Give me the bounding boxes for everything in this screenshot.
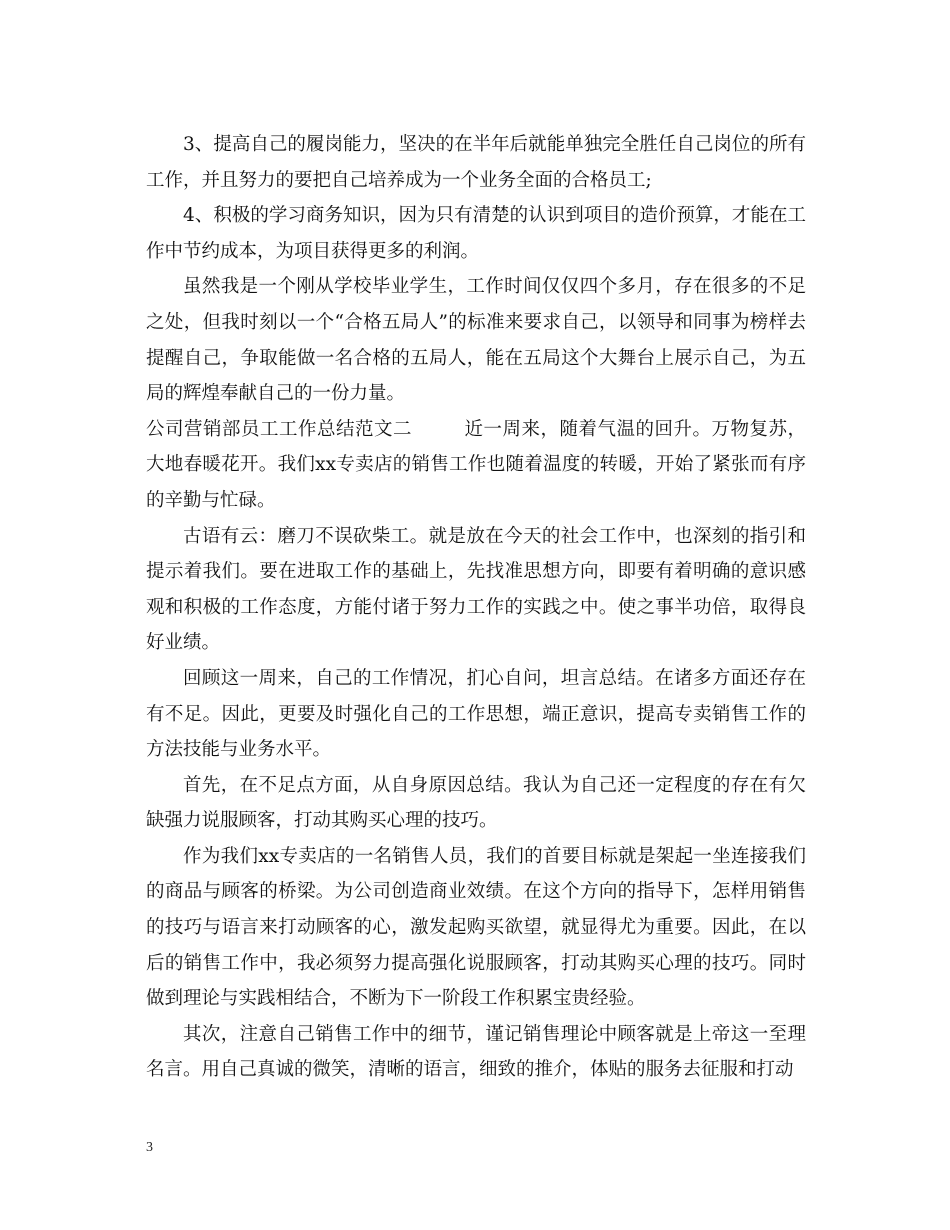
paragraph-item-3: 3、提高自己的履岗能力，坚决的在半年后就能单独完全胜任自己岗位的所有工作，并且努力的要把自己培养成为一个业务全面的合格员工; bbox=[146, 134, 806, 191]
paragraph-first: 首先，在不足点方面，从自身原因总结。我认为自己还一定程度的存在有欠缺强力说服顾客，打动其购买心理的技巧。 bbox=[146, 774, 806, 832]
page-number: 3 bbox=[146, 1140, 153, 1155]
paragraph-sales-role: 作为我们xx专卖店的一名销售人员，我们的首要目标就是架起一坐连接我们的商品与顾客的桥梁。为公司创造商业效绩。在这个方向的指导下，怎样用销售的技巧与语言来打动顾客的心，激发起购买欲望，就显得尤为重要。因此，在以后的销售工作中，我必须努力提高强化说服顾客，打动其购买心理的技巧。同时做到理论与实践相结合，不断为下一阶段工作积累宝贵经验。 bbox=[146, 845, 806, 1010]
section-title: 公司营销部员工工作总结范文二 bbox=[146, 418, 412, 440]
paragraph-second: 其次，注意自己销售工作中的细节，谨记销售理论中顾客就是上帝这一至理名言。用自己真诚的微笑，清晰的语言，细致的推介，体贴的服务去征服和打动 bbox=[146, 1023, 806, 1081]
section-intro: 近一周来，随着气温的回升。万物复苏，大地春暖花开。我们xx专卖店的销售工作也随着温度的转暖，开始了紧张而有序的辛勤与忙碌。 bbox=[146, 418, 806, 511]
paragraph-reflection: 虽然我是一个刚从学校毕业学生，工作时间仅仅四个多月，存在很多的不足之处，但我时刻以一个“合格五局人”的标准来要求自己，以领导和同事为榜样去提醒自己，争取能做一名合格的五局人，能在五局这个大舞台上展示自己，为五局的辉煌奉献自己的一份力量。 bbox=[146, 276, 806, 405]
paragraph-proverb: 古语有云：磨刀不误砍柴工。就是放在今天的社会工作中，也深刻的指引和提示着我们。要在进取工作的基础上，先找准思想方向，即要有着明确的意识感观和积极的工作态度，方能付诸于努力工作的实践之中。使之事半功倍，取得良好业绩。 bbox=[146, 525, 806, 654]
section-heading-paragraph bbox=[146, 412, 806, 519]
paragraph-review: 回顾这一周来，自己的工作情况，扪心自问，坦言总结。在诸多方面还存在有不足。因此，更要及时强化自己的工作思想，端正意识，提高专卖销售工作的方法技能与业务水平。 bbox=[146, 667, 806, 761]
document-body bbox=[146, 127, 806, 1088]
paragraph-item-4: 4、积极的学习商务知识，因为只有清楚的认识到项目的造价预算，才能在工作中节约成本，为项目获得更多的利润。 bbox=[146, 205, 806, 262]
